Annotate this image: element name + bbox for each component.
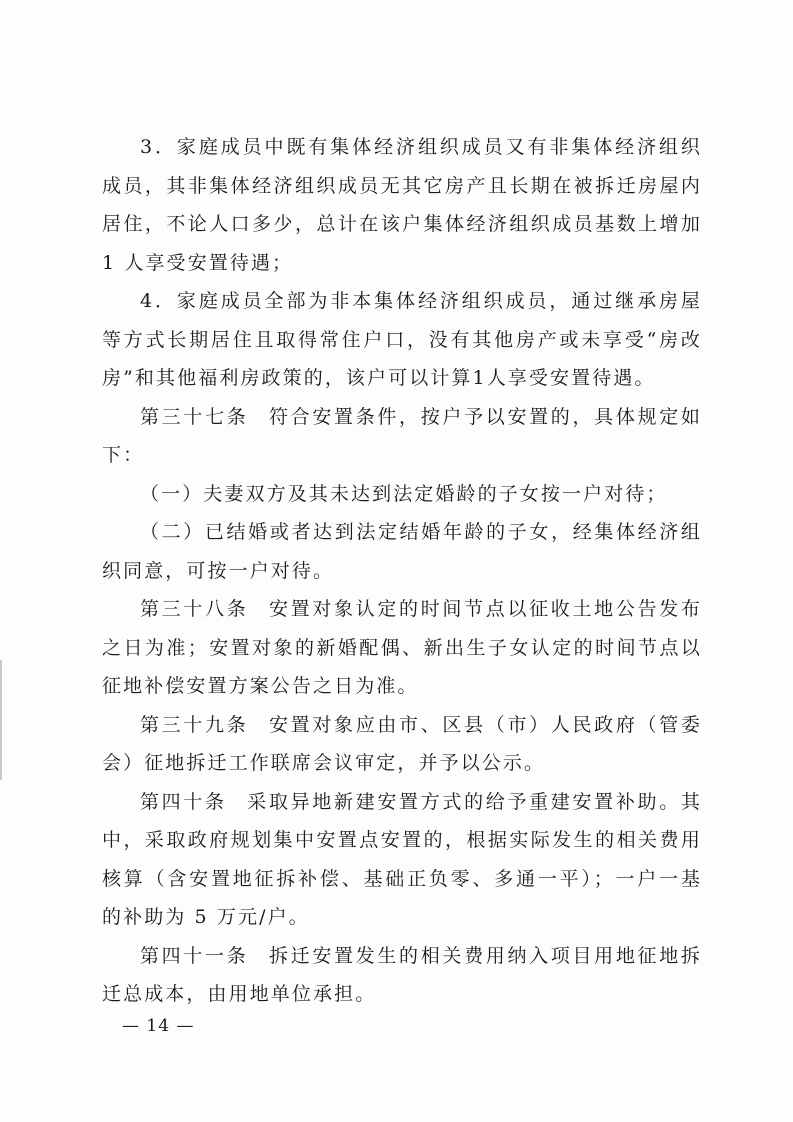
clause-1 <box>102 475 702 514</box>
article-38 <box>102 590 702 706</box>
article-39 <box>102 706 702 783</box>
paragraph-text: 4．家庭成员全部为非本集体经济组织成员，通过继承房屋等方式长期居住且取得常住户口，没有其他房产或未享受“房改房”和其他福利房政策的，该户可以计算1人享受安置待遇。 <box>102 290 702 389</box>
clause-text: （二）已结婚或者达到法定结婚年龄的子女，经集体经济组织同意，可按一户对待。 <box>102 521 702 582</box>
scan-edge-mark <box>0 660 2 780</box>
article-text: 安置对象认定的时间节点以征收土地公告发布之日为准；安置对象的新婚配偶、新出生子女认定的时间节点以征地补偿安置方案公告之日为准。 <box>102 598 702 697</box>
article-41 <box>102 937 702 1014</box>
article-text: 符合安置条件，按户予以安置的，具体规定如下： <box>102 405 702 466</box>
article-number: 第四十一条 <box>140 944 249 967</box>
article-number: 第三十九条 <box>140 713 249 736</box>
paragraph-text: 3．家庭成员中既有集体经济组织成员又有非集体经济组织成员，其非集体经济组织成员无其它房产且长期在被拆迁房屋内居住，不论人口多少，总计在该户集体经济组织成员基数上增加 1 人享受安置待遇； <box>102 136 702 274</box>
article-number: 第四十条 <box>140 790 227 813</box>
article-number: 第三十八条 <box>140 598 249 620</box>
page-number: — 14 — <box>122 1016 195 1036</box>
article-37 <box>102 398 702 475</box>
clause-2 <box>102 513 702 590</box>
paragraph-item-3 <box>102 128 702 282</box>
article-number: 第三十七条 <box>140 405 249 428</box>
article-text: 安置对象应由市、区县（市）人民政府（管委会）征地拆迁工作联席会议审定，并予以公示。 <box>102 713 702 774</box>
document-body <box>102 128 702 1014</box>
clause-text: （一）夫妻双方及其未达到法定婚龄的子女按一户对待； <box>140 482 668 505</box>
article-text: 拆迁安置发生的相关费用纳入项目用地征地拆迁总成本，由用地单位承担。 <box>102 944 702 1005</box>
paragraph-item-4 <box>102 282 702 398</box>
article-text: 采取异地新建安置方式的给予重建安置补助。其中，采取政府规划集中安置点安置的，根据实际发生的相关费用核算（含安置地征拆补偿、基础正负零、多通一平）；一户一基的补助为 5 万元/户。 <box>102 790 702 928</box>
article-40 <box>102 783 702 937</box>
